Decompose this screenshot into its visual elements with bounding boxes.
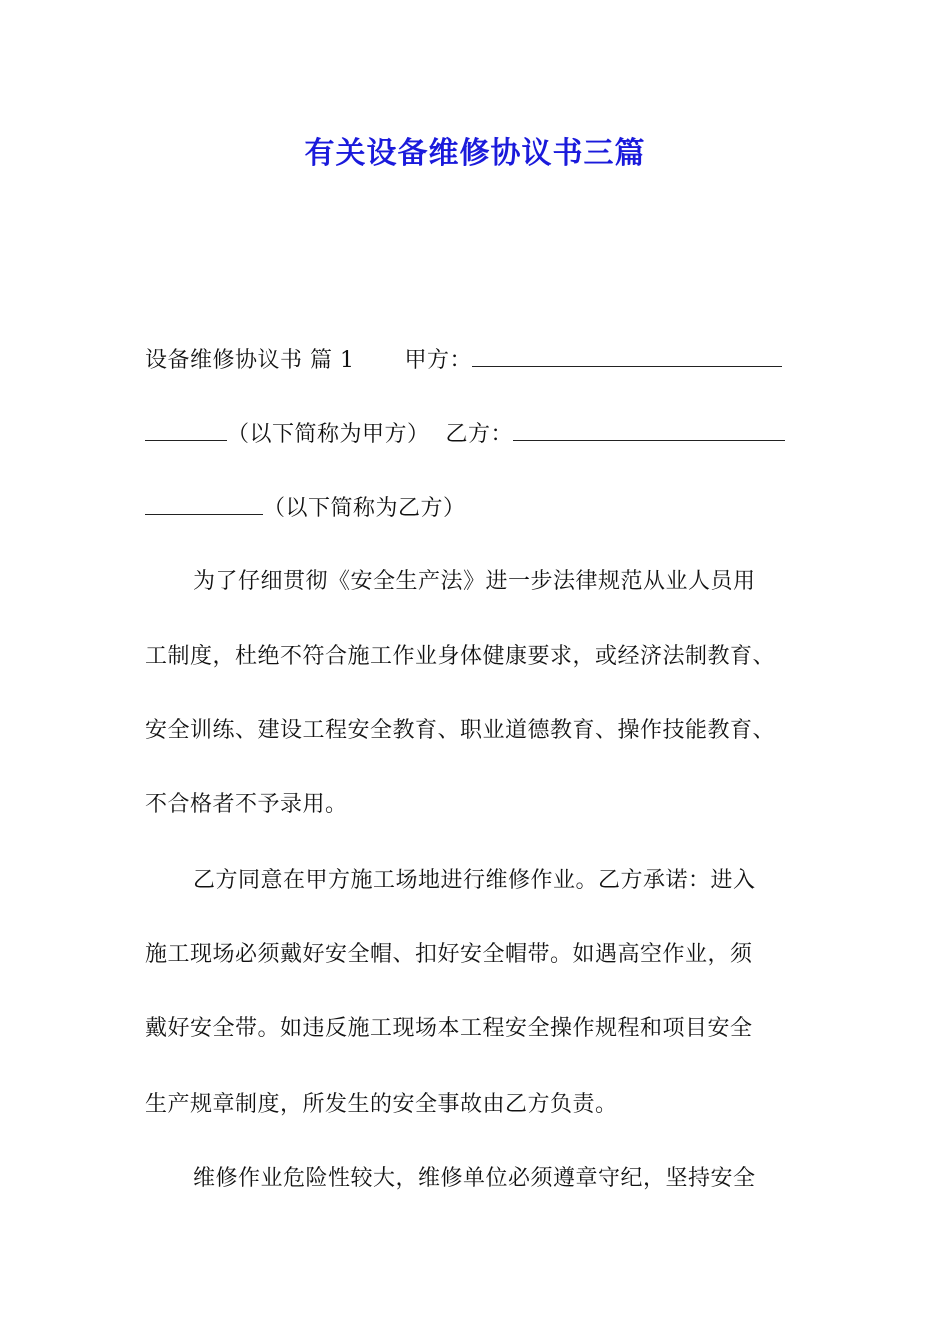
paragraph-1-line-1: 为了仔细贯彻《安全生产法》进一步法律规范从业人员用: [193, 569, 756, 594]
paragraph-2-line-3: 戴好安全带。如违反施工现场本工程安全操作规程和项目安全: [145, 1016, 753, 1041]
paragraph-1-line-3: 安全训练、建设工程安全教育、职业道德教育、操作技能教育、: [145, 718, 776, 743]
paragraph-2-line-4: 生产规章制度，所发生的安全事故由乙方负责。: [145, 1092, 618, 1117]
party-b-line: [145, 492, 825, 524]
party-b-label: 乙方：: [445, 422, 514, 447]
paragraph-1-line-4: 不合格者不予录用。: [145, 792, 348, 817]
document-title: 有关设备维修协议书三篇: [304, 136, 646, 171]
party-b-blank-continued: [145, 492, 263, 515]
party-a-suffix: （以下简称为甲方）: [227, 422, 430, 447]
section-label: 设备维修协议书 篇 1: [145, 348, 355, 373]
party-a-blank-continued: [145, 418, 227, 441]
heading-line: [145, 344, 825, 376]
paragraph-3-line-1: 维修作业危险性较大，维修单位必须遵章守纪，坚持安全: [193, 1166, 756, 1191]
party-a-line: [145, 418, 825, 450]
party-b-blank: [513, 418, 785, 441]
paragraph-1-line-2: 工制度，杜绝不符合施工作业身体健康要求，或经济法制教育、: [145, 644, 776, 669]
party-a-blank: [472, 344, 782, 367]
party-b-suffix: （以下简称为乙方）: [263, 496, 466, 521]
paragraph-2-line-1: 乙方同意在甲方施工场地进行维修作业。乙方承诺：进入: [193, 868, 756, 893]
paragraph-2-line-2: 施工现场必须戴好安全帽、扣好安全帽带。如遇高空作业，须: [145, 942, 753, 967]
party-a-label: 甲方：: [404, 348, 472, 373]
